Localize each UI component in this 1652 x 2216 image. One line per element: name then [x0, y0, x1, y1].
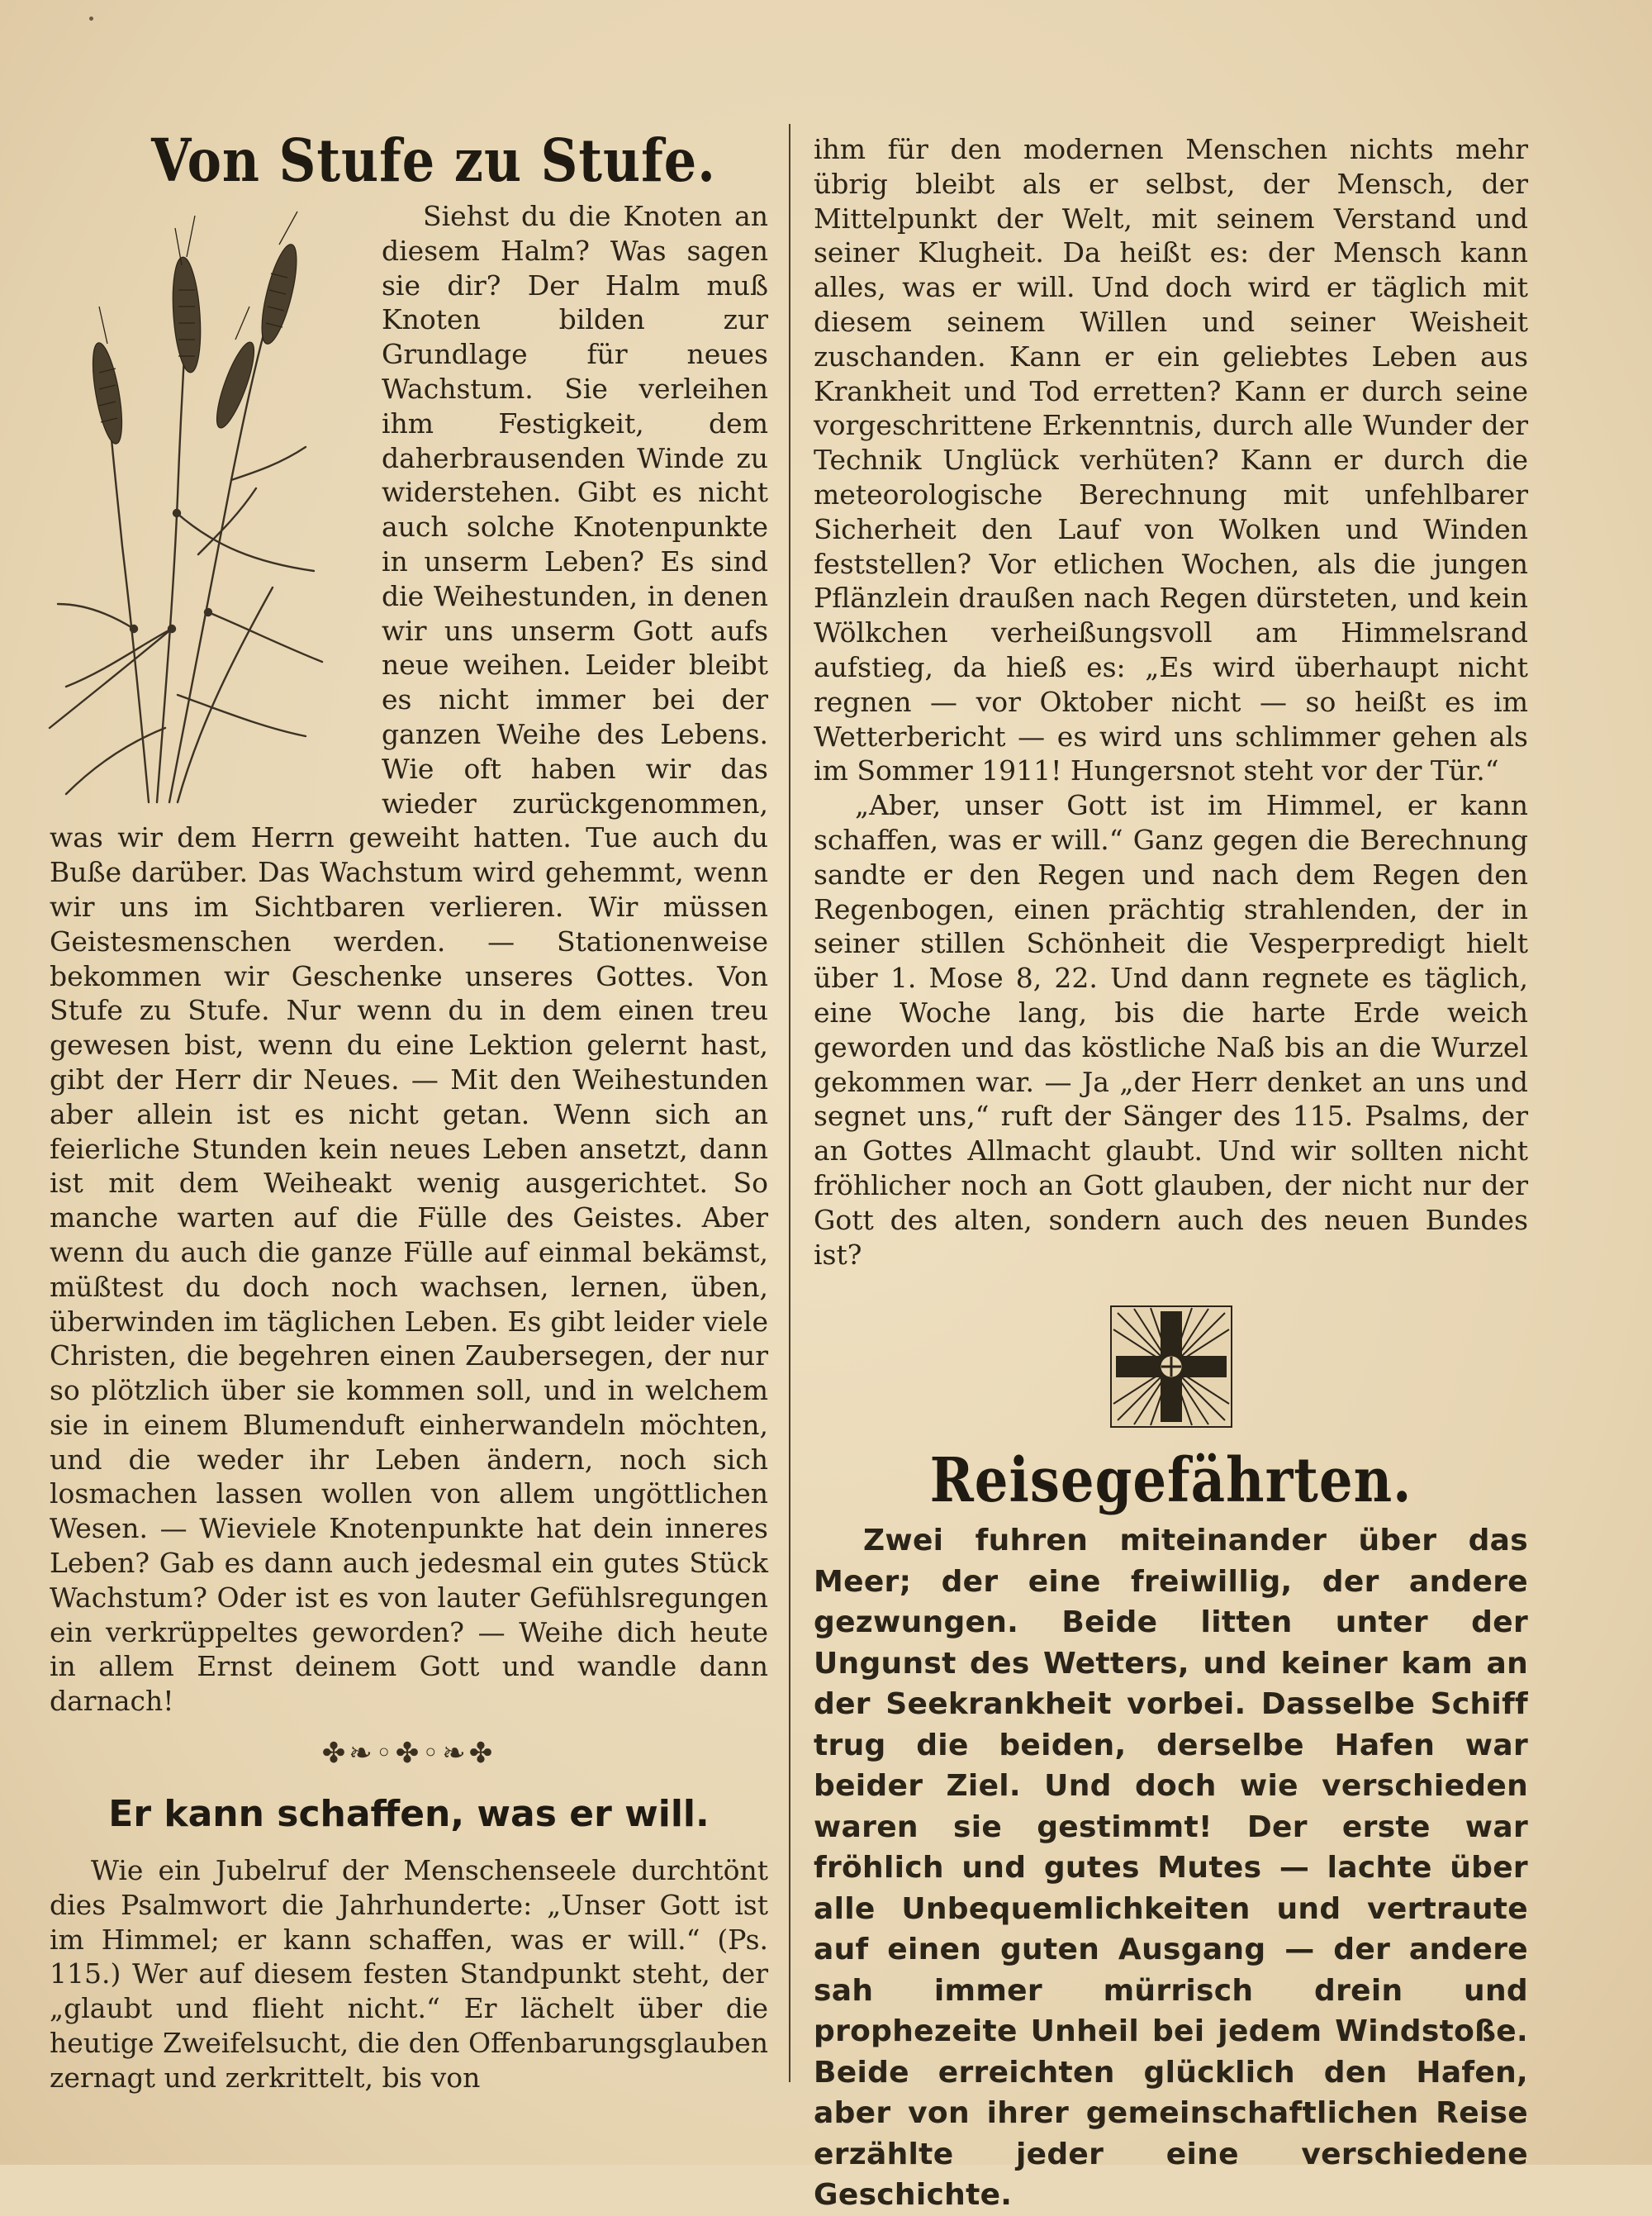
section-title-von-stufe: Von Stufe zu Stufe.: [151, 126, 716, 196]
ink-speck: [89, 17, 93, 21]
right-column: [814, 132, 1528, 2216]
section2-body-right-2: „Aber, unser Gott ist im Himmel, er kann schaffen, was er will.“ Ganz gegen die Berechnung sandte er den Regen und nach dem Regen den Regenbogen, einen prächtig strahlenden, der in seiner stillen Schönheit die Vesperpredigt hielt über 1. Mose 8, 22. Und dann regnete es täglich, eine Woche lang, bis die harte Erde weich geworden und das köstliche Naß bis an die Wurzel gekommen war. — Ja „der Herr denket an uns und segnet uns,“ ruft der Sänger des 115. Psalms, der an Gottes Allmacht glaubt. Und wir sollten nicht fröhlicher noch an Gott glauben, der nicht nur der Gott des alten, sondern auch des neuen Bundes ist?: [814, 789, 1528, 1271]
section1-body: Siehst du die Knoten an diesem Halm? Was sagen sie dir? Der Halm muß Knoten bilden zur Grundlage für neues Wachstum. Sie verleihen ihm Festigkeit, dem daherbrausenden Winde zu widerstehen. Gibt es nicht auch solche Knotenpunkte in unserm Leben? Es sind die Weihestunden, in denen wir uns unserm Gott aufs neue weihen. Leider bleibt es nicht immer bei der ganzen Weihe des Lebens. Wie oft haben wir das wieder zurückgenommen, was wir dem Herrn geweiht hatten. Tue auch du Buße darüber. Das Wachstum wird gehemmt, wenn wir uns im Sichtbaren verlieren. Wir müssen Geistesmenschen werden. — Stationenweise bekommen wir Geschenke unseres Gottes. Von Stufe zu Stufe. Nur wenn du in dem einen treu gewesen bist, wenn du eine Lektion gelernt hast, gibt der Herr dir Neues. — Mit den Weihestunden aber allein ist es nicht getan. Wenn sich an feierliche Stunden kein neues Leben ansetzt, dann ist mit dem Weiheakt wenig ausgerichtet. So manche warten auf die Fülle des Geistes. Aber wenn du auch die ganze Fülle auf einmal bekämst, müßtest du doch noch wachsen, lernen, üben, überwinden im täglichen Leben. Es gibt leider viele Christen, die begehren einen Zaubersegen, der nur so plötzlich über sie kommen soll, und in welchem sie in einem Blumenduft einherwandeln möchten, und die weder ihr Leben ändern, noch sich losmachen lassen wollen von allem ungöttlichen Wesen. — Wieviele Knotenpunkte hat dein inneres Leben? Gab es dann auch jedesmal ein gutes Stück Wachstum? Oder ist es von lauter Gefühlsregungen ein verkrüppeltes geworden? — Weihe dich heute in allem Ernst deinem Gott und wandle dann darnach!: [50, 200, 768, 1718]
section3-body: Zwei fuhren miteinander über das Meer; der eine freiwillig, der andere gezwungen. Beide litten unter der Ungunst des Wetters, und keiner kam an der Seekrankheit vorbei. Dasselbe Schiff trug die beiden, derselbe Hafen war beider Ziel. Und doch wie verschieden waren sie gestimmt! Der erste war fröhlich und gutes Mutes — lachte über alle Unbequemlichkeiten und vertraute auf einen guten Ausgang — der andere sah immer mürrisch drein und prophezeite Unheil bei jedem Windstoße. Beide erreichten glücklich den Hafen, aber von ihrer gemeinschaftlichen Reise erzählte jeder eine verschiedene Geschichte.: [814, 1524, 1528, 2213]
section2-body-left: Wie ein Jubelruf der Menschenseele durchtönt dies Psalmwort die Jahrhunderte: „Unser Gott ist im Himmel; er kann schaffen, was er will.“ (Ps. 115.) Wer auf diesem festen Standpunkt steht, der „glaubt und flieht nicht.“ Er lächelt über die heutige Zweifelsucht, die den Offenbarungsglauben zernagt und zerkrittelt, bis von: [50, 1854, 768, 2094]
ornament-divider: ✤❧◦✤◦❧✤: [321, 1737, 496, 1771]
section-title-reisegefaehrten: Reisegefährten.: [929, 1445, 1412, 1517]
column-divider: [789, 124, 790, 2082]
section2-body-right: ihm für den modernen Menschen nichts mehr übrig bleibt als er selbst, der Mensch, der Mittelpunkt der Welt, mit seinem Verstand und seiner Klugheit. Da heißt es: der Mensch kann alles, was er will. Und doch wird er täglich mit diesem seinem Willen und seiner Weisheit zuschanden. Kann er ein geliebtes Leben aus Krankheit und Tod erretten? Kann er durch seine vorgeschrittene Erkenntnis, durch alle Wunder der Technik Unglück verhüten? Kann er durch die meteorologische Berechnung mit unfehlbarer Sicherheit den Lauf von Wolken und Winden feststellen? Vor etlichen Wochen, als die jungen Pflänzlein draußen nach Regen dürsteten, und kein Wölkchen verheißungsvoll am Himmelsrand aufstieg, da hieß es: „Es wird überhaupt nicht regnen — vor Oktober nicht — so heißt es im Wetterbericht — es wird uns schlimmer gehen als im Sommer 1911! Hungersnot steht vor der Tür.“: [814, 133, 1528, 787]
radiant-cross-icon: [814, 1305, 1528, 1432]
left-column: [50, 116, 768, 2095]
wheat-stalks-icon: [33, 199, 372, 811]
section-title-er-kann-schaffen: Er kann schaffen, was er will.: [108, 1793, 710, 1836]
